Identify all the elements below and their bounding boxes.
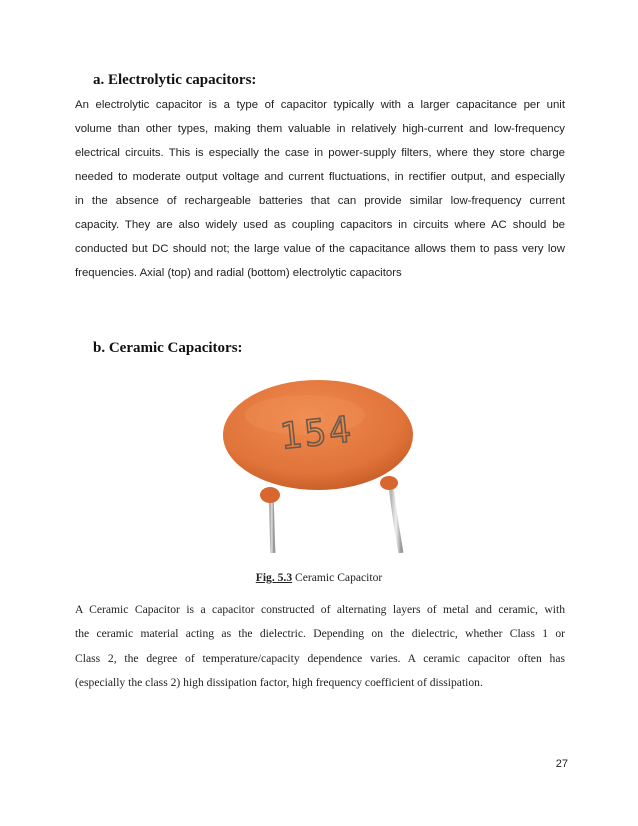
capacitor-lead-right <box>391 485 401 553</box>
capacitor-foot-right <box>380 476 398 490</box>
paragraph-line: in the absence of rechargeable batteries that can provide similar low-frequency current <box>75 195 565 207</box>
paragraph-line: Class 2, the degree of temperature/capacity dependence varies. A ceramic capacitor often has <box>75 651 565 665</box>
ceramic-capacitor-image <box>215 375 425 555</box>
section-a-paragraph <box>75 93 565 285</box>
paragraph-line: the ceramic material acting as the dielectric. Depending on the dielectric, whether Class 1 or <box>75 627 565 641</box>
capacitor-lead-left <box>271 497 273 553</box>
paragraph-line: An electrolytic capacitor is a type of capacitor typically with a larger capacitance per unit <box>75 99 565 111</box>
ceramic-capacitor-figure <box>215 375 425 555</box>
section-b-paragraph <box>75 598 565 695</box>
paragraph-line: (especially the class 2) high dissipation factor, high frequency coefficient of dissipation. <box>75 675 483 689</box>
paragraph-line: A Ceramic Capacitor is a capacitor constructed of alternating layers of metal and ceramic, with <box>75 603 565 616</box>
figure-caption-label: Fig. 5.3 <box>255 571 293 584</box>
section-a-heading: a. Electrolytic capacitors: <box>93 72 257 88</box>
capacitor-marking-text: 154 <box>277 409 356 458</box>
paragraph-line: electrical circuits. This is especially the case in power-supply filters, where they store charge <box>75 147 565 159</box>
paragraph-line: conducted but DC should not; the large value of the capacitance allows them to pass very low <box>75 243 565 255</box>
paragraph-line: capacity. They are also widely used as coupling capacitors in circuits where AC should be <box>75 219 565 231</box>
section-b-heading: b. Ceramic Capacitors: <box>93 340 243 356</box>
paragraph-line: frequencies. Axial (top) and radial (bottom) electrolytic capacitors <box>75 267 402 279</box>
figure-caption-text: Ceramic Capacitor <box>292 571 383 584</box>
page-number: 27 <box>555 758 568 770</box>
paragraph-line: volume than other types, making them valuable in relatively high-current and low-frequency <box>75 123 565 135</box>
figure-caption <box>0 571 638 584</box>
capacitor-foot-left <box>260 487 280 503</box>
paragraph-line: needed to moderate output voltage and current fluctuations, in rectifier output, and especially <box>75 171 565 183</box>
